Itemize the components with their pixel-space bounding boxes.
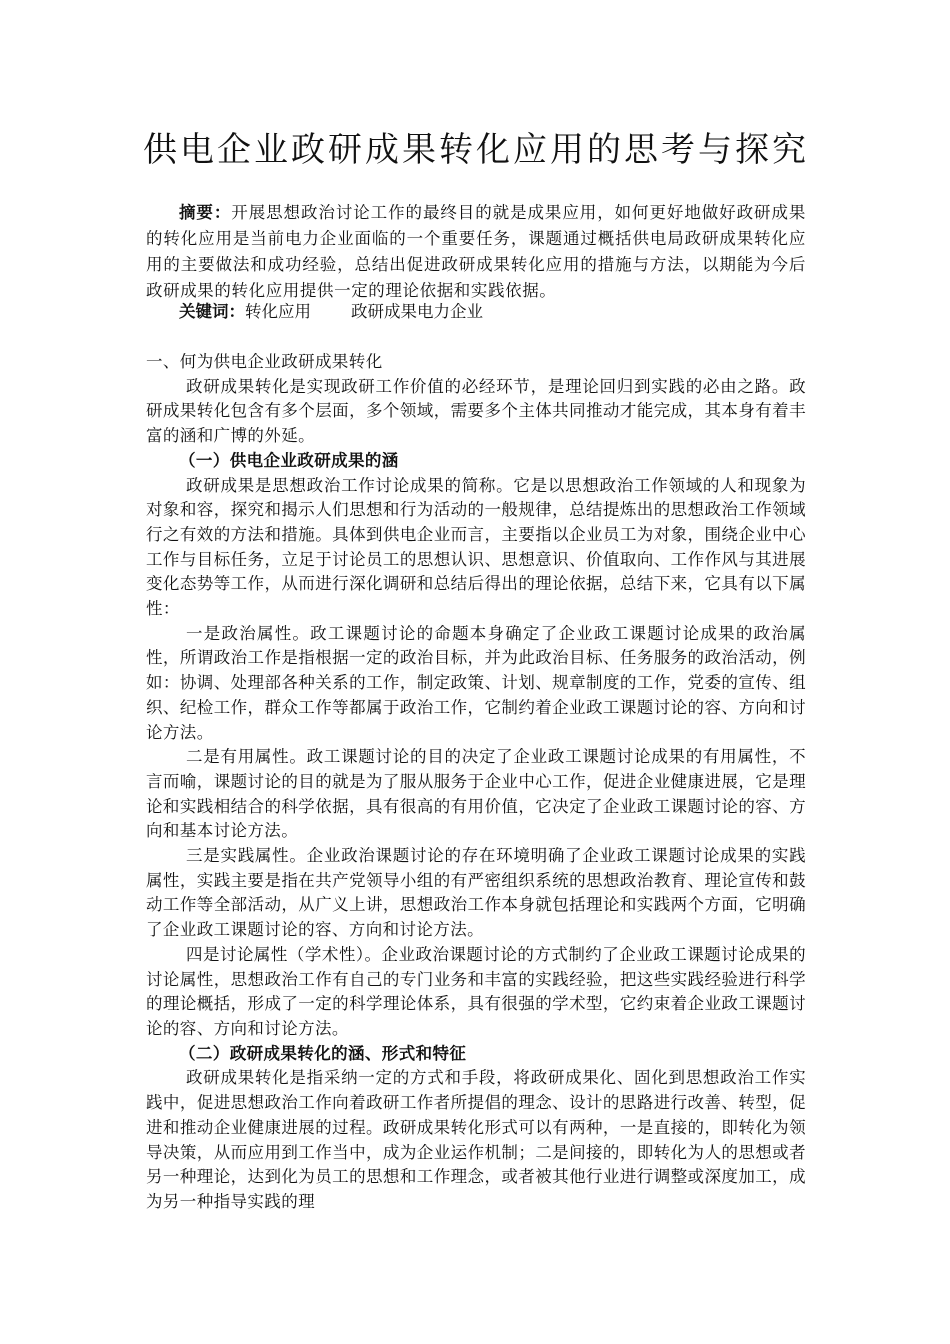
keywords-label: 关键词： (179, 302, 245, 321)
subsection-1-paragraph-2: 一是政治属性。政工课题讨论的命题本身确定了企业政工课题讨论成果的政治属性，所谓政治工作是指根据一定的政治目标，并为此政治目标、任务服务的政治活动，例如：协调、处理部各种关系的工作，制定政策、计划、规章制度的工作，党委的宣传、组织、纪检工作，群众工作等都属于政治工作，它制约着企业政工课题讨论的容、方向和讨论方法。 (146, 623, 806, 742)
subsection-1-paragraph-1: 政研成果是思想政治工作讨论成果的简称。它是以思想政治工作领域的人和现象为对象和容，探究和揭示人们思想和行为活动的一般规律，总结提炼出的思想政治工作领域行之有效的方法和措施。具体到供电企业而言，主要指以企业员工为对象，围绕企业中心工作与目标任务，立足于讨论员工的思想认识、思想意识、价值取向、工作作风与其进展变化态势等工作，从而进行深化调研和总结后得出的理论依据，总结下来，它具有以下属性： (146, 475, 806, 619)
section-1-heading: 一、何为供电企业政研成果转化 (146, 352, 383, 371)
subsection-2-paragraph-1: 政研成果转化是指采纳一定的方式和手段，将政研成果化、固化到思想政治工作实践中，促进思想政治工作向着政研工作者所提倡的理念、设计的思路进行改善、转型，促进和推动企业健康进展的过程。政研成果转化形式可以有两种，一是直接的，即转化为领导决策，从而应用到工作当中，成为企业运作机制；二是间接的，即转化为人的思想或者另一种理论，达到化为员工的思想和工作理念，或者被其他行业进行调整或深度加工，成为另一种指导实践的理 (146, 1068, 806, 1211)
subsection-1-heading: （一）供电企业政研成果的涵 (179, 450, 399, 470)
abstract-label: 摘要： (179, 203, 232, 222)
subsection-1-paragraph-5: 四是讨论属性（学术性）。企业政治课题讨论的方式制约了企业政工课题讨论成果的讨论属性，思想政治工作有自己的专门业务和丰富的实践经验，把这些实践经验进行科学的理论概括，形成了一定的科学理论体系，具有很强的学术型，它约束着企业政工课题讨论的容、方向和讨论方法。 (146, 944, 806, 1038)
abstract-text: 开展思想政治讨论工作的最终目的就是成果应用，如何更好地做好政研成果的转化应用是当前电力企业面临的一个重要任务，课题通过概括供电局政研成果转化应用的主要做法和成功经验，总结出促进政研成果转化应用的措施与方法，以期能为今后政研成果的转化应用提供一定的理论依据和实践依据。 (146, 203, 806, 300)
keyword-2: 政研成果电力企业 (351, 302, 483, 321)
document-title: 供电企业政研成果转化应用的思考与探究 (143, 130, 809, 170)
subsection-1-paragraph-4: 三是实践属性。企业政治课题讨论的存在环境明确了企业政工课题讨论成果的实践属性，实践主要是指在共产党领导小组的有严密组织系统的思想政治教育、理论宣传和鼓动工作等全部活动，从广义上讲，思想政治工作本身就包括理论和实践两个方面，它明确了企业政工课题讨论的容、方向和讨论方法。 (146, 846, 806, 940)
section-1-paragraph: 政研成果转化是实现政研工作价值的必经环节，是理论回归到实践的必由之路。政研成果转化包含有多个层面，多个领域，需要多个主体共同推动才能完成，其本身有着丰富的涵和广博的外延。 (146, 376, 806, 446)
keyword-1: 转化应用 (245, 302, 311, 321)
abstract (146, 200, 806, 304)
keywords (179, 299, 483, 325)
document-body (146, 350, 806, 1215)
subsection-2-heading: （二）政研成果转化的涵、形式和特征 (179, 1043, 467, 1063)
subsection-1-paragraph-3: 二是有用属性。政工课题讨论的目的决定了企业政工课题讨论成果的有用属性，不言而喻，课题讨论的目的就是为了服从服务于企业中心工作，促进企业健康进展，它是理论和实践相结合的科学依据，具有很高的有用价值，它决定了企业政工课题讨论的容、方向和基本讨论方法。 (146, 747, 806, 841)
